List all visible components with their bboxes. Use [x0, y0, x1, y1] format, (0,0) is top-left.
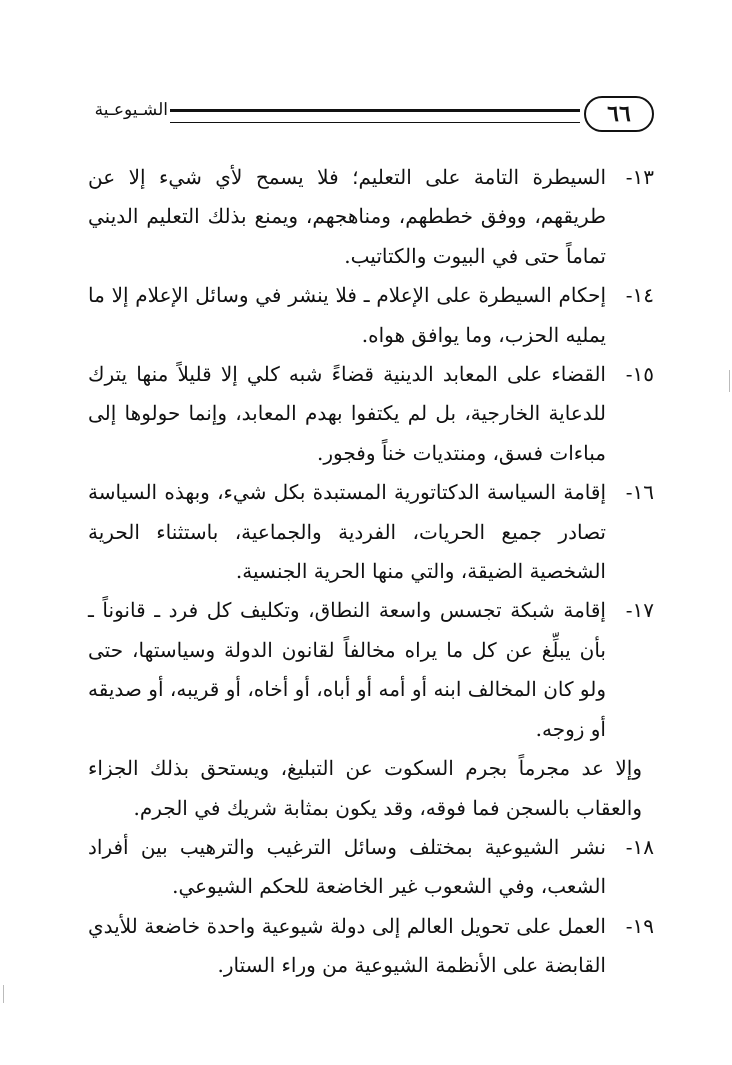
list-item-14 [88, 276, 654, 355]
page-number: ٦٦ [584, 96, 654, 132]
item-number: ١٤- [625, 283, 654, 308]
list-item-13 [88, 158, 654, 276]
running-title: الشـيوعـية [94, 100, 168, 120]
list-item-19 [88, 907, 654, 986]
header-rule [170, 109, 580, 123]
item-number: ١٦- [625, 480, 654, 505]
list-item-17 [88, 591, 654, 749]
item-number: ١٩- [625, 913, 654, 938]
item-number: ١٧- [625, 598, 654, 623]
continuation-paragraph: وإلا عد مجرماً بجرم السكوت عن التبليغ، ويستحق بذلك الجزاء والعقاب بالسجن فما فوقه، وقد يكون بمثابة شريك في الجرم. [88, 756, 642, 820]
scan-edge-mark [3, 985, 4, 1003]
item-text: السيطرة التامة على التعليم؛ فلا يسمح لأي شيء إلا عن طريقهم، ووفق خططهم، ومناهجهم، ويمنع بذلك التعليم الديني تماماً حتى في البيوت والكتاتيب. [88, 165, 606, 268]
item-text: القضاء على المعابد الدينية قضاءً شبه كلي إلا قليلاً منها يترك للدعاية الخارجية، بل لم يكتفوا بهدم المعابد، وإنما حولوها إلى مباءات فسق، ومنتديات خناً وفجور. [88, 362, 606, 465]
item-text: إقامة السياسة الدكتاتورية المستبدة بكل شيء، وبهذه السياسة تصادر جميع الحريات، الفردية والجماعية، باستثناء الحرية الشخصية الضيقة، والتي منها الحرية الجنسية. [88, 480, 606, 584]
item-number: ١٣- [625, 165, 654, 189]
list-item-16 [88, 473, 654, 591]
scan-edge-mark [729, 370, 730, 392]
item-text: إقامة شبكة تجسس واسعة النطاق، وتكليف كل فرد ـ قانوناً ـ بأن يبلِّغ عن كل ما يراه مخالفاً لقانون الدولة وسياستها، حتى ولو كان المخالف ابنه أو أمه أو أباه، أو أخاه، أو قريبه، أو صديقه أو زوجه. [88, 598, 606, 741]
item-text: نشر الشيوعية بمختلف وسائل الترغيب والترهيب بين أفراد الشعب، وفي الشعوب غير الخاضعة للحكم الشيوعي. [88, 834, 606, 899]
item-number: ١٥- [625, 362, 654, 387]
item-number: ١٨- [625, 834, 654, 859]
item-text: إحكام السيطرة على الإعلام ـ فلا ينشر في وسائل الإعلام إلا ما يمليه الحزب، وما يوافق هواه. [88, 283, 606, 347]
list-item-15 [88, 355, 654, 473]
list-item-18 [88, 828, 654, 907]
item-text: العمل على تحويل العالم إلى دولة شيوعية واحدة خاضعة للأيدي القابضة على الأنظمة الشيوعية من وراء الستار. [88, 913, 606, 978]
page-header [82, 96, 654, 136]
page-body [88, 158, 654, 986]
